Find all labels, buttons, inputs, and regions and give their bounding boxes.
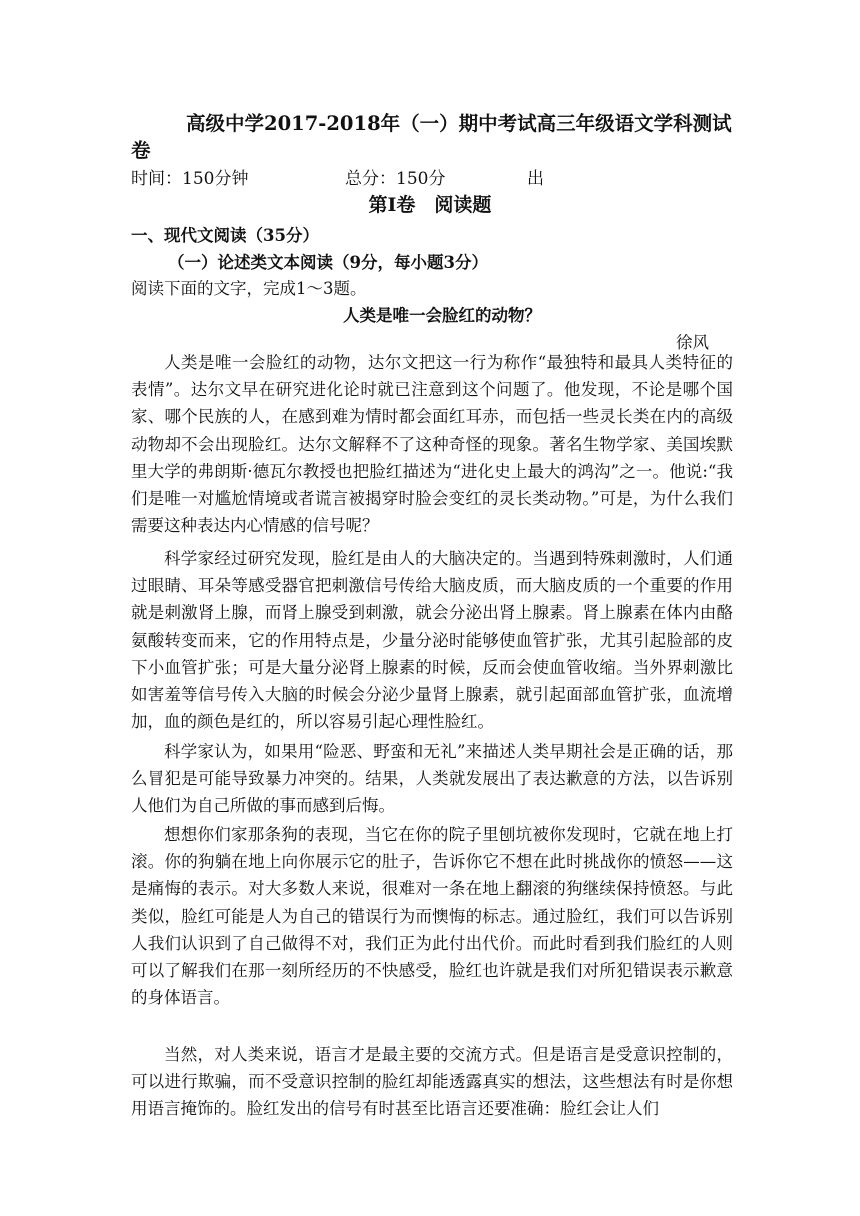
article-paragraph-1 — [131, 349, 733, 539]
exam-title-continued: 卷 — [131, 139, 151, 162]
subsection-heading: （一）论述类文本阅读（9分，每小题3分） — [168, 253, 488, 272]
exam-total-score: 总分：150分 — [345, 169, 446, 189]
article-paragraph-2 — [131, 545, 733, 735]
paragraph-text: 人类是唯一会脸红的动物，达尔文把这一行为称作“最独特和最具人类特征的表情”。达尔文早在研究进化论时就已注意到这个问题了。他发现，不论是哪个国家、哪个民族的人，在感到难为情时都会面红耳赤，而包括一些灵长类在内的高级动物却不会出现脸红。达尔文解释不了这种奇怪的现象。著名生物学家、美国埃默里大学的弗朗斯·德瓦尔教授也把脸红描述为“进化史上最大的鸿沟”之一。他说:“我们是唯一对尴尬情境或者谎言被揭穿时脸会变红的灵长类动物。”可是，为什么我们需要这种表达内心情感的信号呢？ — [131, 353, 733, 536]
section-heading: 一、现代文阅读（35分） — [131, 226, 319, 245]
paragraph-text: 当然，对人类来说，语言才是最主要的交流方式。但是语言是受意识控制的，可以进行欺骗，而不受意识控制的脸红却能透露真实的想法，这些想法有时是你想用语言掩饰的。脸红发出的信号有时甚至比语言还要准确：脸红会让人们 — [131, 1045, 733, 1119]
paragraph-text: 科学家认为，如果用“险恶、野蛮和无礼”来描述人类早期社会是正确的话，那么冒犯是可能导致暴力冲突的。结果，人类就发展出了表达歉意的方法，以告诉别人他们为自己所做的事而感到后悔。 — [131, 742, 733, 816]
article-title: 人类是唯一会脸红的动物？ — [343, 306, 541, 325]
paragraph-text: 科学家经过研究发现，脸红是由人的大脑决定的。当遇到特殊刺激时，人们通过眼睛、耳朵等感受器官把刺激信号传给大脑皮质，而大脑皮质的一个重要的作用就是刺激肾上腺，而肾上腺受到刺激，就会分泌出肾上腺素。肾上腺素在体内由酪氨酸转变而来，它的作用特点是，少量分泌时能够使血管扩张，尤其引起脸部的皮下小血管扩张；可是大量分泌肾上腺素的时候，反而会使血管收缩。当外界刺激比如害羞等信号传入大脑的时候会分泌少量肾上腺素，就引起面部血管扩张，血流增加，血的颜色是红的，所以容易引起心理性脸红。 — [131, 549, 733, 732]
instruction-text: 阅读下面的文字，完成1～3题。 — [131, 279, 367, 298]
exam-title: 高级中学2017-2018年（一）期中考试高三年级语文学科测试 — [186, 112, 732, 135]
article-paragraph-3 — [131, 738, 733, 820]
exam-time: 时间：150分钟 — [131, 169, 249, 189]
article-author: 徐风 — [676, 333, 709, 352]
exam-author-label: 出 — [527, 169, 544, 189]
article-paragraph-5 — [131, 1041, 733, 1123]
volume-title: 第Ⅰ卷 阅读题 — [368, 194, 492, 216]
article-paragraph-4 — [131, 821, 733, 1011]
paragraph-text: 想想你们家那条狗的表现，当它在你的院子里刨坑被你发现时，它就在地上打滚。你的狗躺在地上向你展示它的肚子，告诉你它不想在此时挑战你的愤怒——这是痛悔的表示。对大多数人来说，很难对一条在地上翻滚的狗继续保持愤怒。与此类似，脸红可能是人为自己的错误行为而懊悔的标志。通过脸红，我们可以告诉别人我们认识到了自己做得不对，我们正为此付出代价。而此时看到我们脸红的人则可以了解我们在那一刻所经历的不快感受，脸红也许就是我们对所犯错误表示歉意的身体语言。 — [131, 825, 733, 1008]
